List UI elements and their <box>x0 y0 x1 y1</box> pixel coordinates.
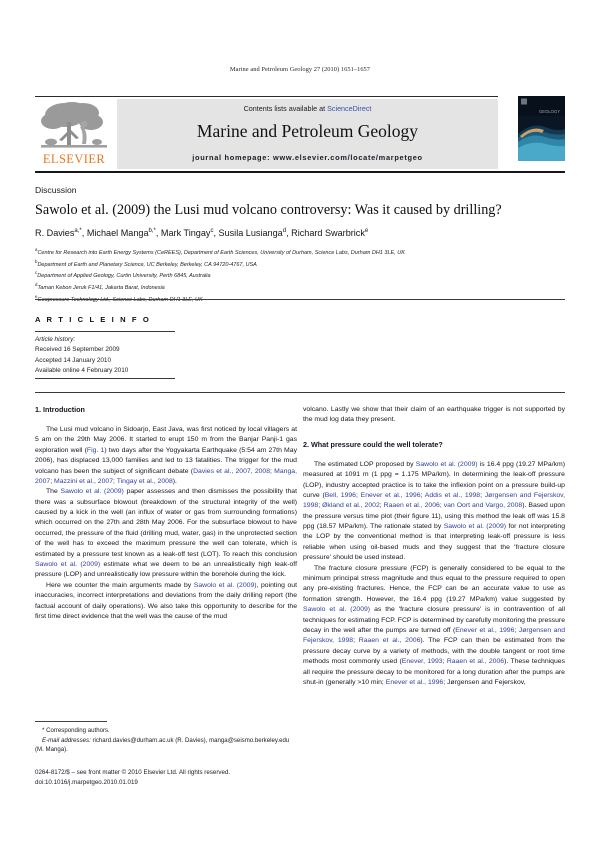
paragraph: The Sawolo et al. (2009) paper assesses and then dismisses the possibility that there was a subsurface blowout (breakdown of the structural integrity of the well) caused by a kick in the well (an influx of water or gas from surrounding formations) which occurred on the 27th and 28th May 2006. For the subsurface blowout to have occurred, the pressure of the fluid (drilling mud, water, gas) in the unprotected section of the well has to exceed the maximum pressure the well can tolerate, which is estimated by a pressure test known as a leak-off test (LOT). To reach this conclusion Sawolo et al. (2009) estimate what we deem to be an unrealistically high leak-off pressure (LOP) and unrealistically low pressure within the borehole during the kick. <box>35 488 297 579</box>
inline-citation[interactable]: Enever et al., 1996 <box>455 626 515 634</box>
inline-citation[interactable]: Mazzini et al., 2007 <box>54 477 114 485</box>
inline-citation[interactable]: Davies et al., 2007, 2008 <box>193 467 271 475</box>
journal-title: Marine and Petroleum Geology <box>196 121 419 141</box>
body-column-left <box>35 405 297 622</box>
sciencedirect-link[interactable]: ScienceDirect <box>327 104 372 113</box>
affiliation-mark: a <box>35 247 38 252</box>
affiliation-text: Department of Applied Geology, Curtin University, Perth 6845, Australia <box>37 273 211 280</box>
inline-citation[interactable]: Manga, 2007 <box>35 467 297 485</box>
doi-line[interactable]: doi:10.1016/j.marpetgeo.2010.01.019 <box>35 779 138 787</box>
section-heading-introduction: 1. Introduction <box>35 405 85 414</box>
email-values[interactable]: richard.davies@durham.ac.uk (R. Davies), manga@seismo.berkeley.edu (M. Manga). <box>35 736 290 754</box>
journal-cover-image <box>518 96 565 161</box>
elsevier-logo <box>35 99 113 169</box>
inline-citation[interactable]: Enever, 1993 <box>401 658 443 666</box>
article-type: Discussion <box>35 185 77 195</box>
elsevier-wordmark: ELSEVIER <box>42 152 106 166</box>
journal-homepage-line[interactable]: journal homepage: www.elsevier.com/locate/marpetgeo <box>192 153 423 162</box>
corresponding-author-note: * Corresponding authors. <box>42 727 110 734</box>
author-affiliation-mark: c <box>210 228 214 234</box>
journal-banner <box>35 96 565 172</box>
journal-banner-panel <box>117 99 498 169</box>
inline-citation[interactable]: Addis et al., 1998 <box>424 491 481 499</box>
author-name: Michael Manga <box>86 228 149 239</box>
affiliation-item <box>35 246 565 258</box>
copyright-block <box>35 768 335 788</box>
inline-citation[interactable]: Raaen et al., 2006 <box>446 658 505 666</box>
author-name: Richard Swarbrick <box>291 228 365 239</box>
inline-citation[interactable]: Enever et al., 1996 <box>385 678 444 686</box>
issn-copyright-line: 0264-8172/$ – see front matter © 2010 Elsevier Ltd. All rights reserved. <box>35 769 231 776</box>
sciencedirect-line <box>117 104 498 113</box>
article-title: Sawolo et al. (2009) the Lusi mud volcano controversy: Was it caused by drilling? <box>35 202 502 218</box>
author-affiliation-mark: e <box>364 228 369 234</box>
affiliation-rule <box>35 299 565 300</box>
banner-bottom-rule <box>35 171 565 173</box>
inline-citation[interactable]: Økland et al., 2002 <box>322 502 380 510</box>
email-addresses-note <box>35 736 297 755</box>
affiliation-text: Centre for Research into Earth Energy Systems (CeREES), Department of Earth Sciences, University of Durham, Science Labs, Durham DH1 3LE, UK <box>37 249 405 256</box>
article-info-rule-top <box>35 331 175 332</box>
inline-citation[interactable]: van Oort and Vargo, 2008 <box>443 502 523 510</box>
inline-citation[interactable] <box>194 582 257 589</box>
article-received: Received 16 September 2009 <box>35 346 120 354</box>
paragraph: The fracture closure pressure (FCP) is generally considered to be equal to the minimum principal stress magnitude and thus equal to the pressure required to open any pre-existing fractures. Hence, the FCP can be an accurate value to use as formation strength. However, the 16.4 ppg (19.27 MPa/km) value suggested by Sawolo et al. (2009) as the 'fracture closure pressure' is in contravention of all techniques for estimating FCP. FCP is determined by carefully monitoring the pressure decay in the well after the pumps are turned off (Enever et al., 1996; Jørgensen and Fejerskov, 1998; Raaen et al., 2006). The FCP can then be estimated from the pressure decay curve by a variety of methods, with the double tangent or root time methods most commonly used (Enever, 1993; Raaen et al., 2006). These techniques all require the pressure decay to be monitored for a long duration after the pumps are shut-in (generally >10 min; Enever et al., 1996; Jørgensen and Fejerskov, <box>303 564 566 686</box>
inline-citation[interactable] <box>303 606 370 613</box>
affiliation-mark: b <box>35 258 38 264</box>
inline-citation[interactable]: Sawolo et al. (2009) <box>443 523 507 531</box>
banner-top-rule <box>35 96 498 97</box>
header-separator-rule <box>35 392 565 393</box>
inline-citation[interactable]: Sawolo et al. (2009) <box>193 581 257 589</box>
running-head: Marine and Petroleum Geology 27 (2010) 1651–1657 <box>229 66 371 73</box>
journal-cover-thumbnail <box>518 96 565 161</box>
contents-prefix-text: Contents lists available at <box>243 104 328 113</box>
affiliation-mark: e <box>35 293 38 299</box>
paragraph: Here we counter the main arguments made by Sawolo et al. (2009), pointing out inaccuracies, incorrect interpretations and deviations from the daily drilling report (the factual account of daily operations). We also take this opportunity to describe for the first time direct evidence that the well was the cause of the mud <box>35 581 297 620</box>
inline-citation[interactable] <box>35 561 100 568</box>
inline-citation[interactable]: Enever et al., 1996 <box>360 491 421 499</box>
paragraph: The Lusi mud volcano in Sidoarjo, East Java, was first noticed by local villagers at 5 am on the 29th May 2006. It started to erupt 150 m from the Banjar Panji-1 gas exploration well (Fig. 1) two days after the Yogyakarta Earthquake (5:54 am 27th May 2006), has displaced 13,000 families and led to 13 fatalities. The trigger for the mud volcano has been the subject of significant debate (Davies et al., 2007, 2008; Manga, 2007; Mazzini et al., 2007; Tingay et al., 2008). <box>35 425 297 485</box>
inline-citation[interactable] <box>444 523 506 530</box>
article-info-heading: A R T I C L E I N F O <box>35 315 151 324</box>
article-history-label: Article history: <box>35 336 76 343</box>
affiliation-item <box>35 281 565 293</box>
author-affiliation-mark: d <box>282 228 287 234</box>
footnote-rule <box>35 721 107 722</box>
inline-citation[interactable]: Sawolo et al. (2009) <box>35 561 101 569</box>
author-name: R. Davies <box>35 228 75 239</box>
paragraph: volcano. Lastly we show that their claim of an earthquake trigger is not supported by the mud log data they present. <box>303 406 565 424</box>
article-info-rule-bottom <box>35 378 175 379</box>
affiliation-mark: d <box>35 282 38 288</box>
inline-citation[interactable]: Raaen et al., 2006 <box>383 502 440 510</box>
inline-citation[interactable]: Raaen et al., 2006 <box>358 637 421 645</box>
author-affiliation-mark: b,* <box>148 228 156 234</box>
article-available-online: Available online 4 February 2010 <box>35 366 129 374</box>
author-list: R. Davies$^{a,*}$, Michael Manga$^{b,*}$, Mark Tingay$^c$, Susila Lusianga$^d$, Richard Swarbrick$^e$ <box>35 228 369 239</box>
svg-text:GEOLOGY: GEOLOGY <box>539 109 560 114</box>
body-column-right <box>303 405 565 688</box>
inline-citation[interactable] <box>416 461 478 468</box>
author-name: Susila Lusianga <box>218 228 283 239</box>
author-name: Mark Tingay <box>160 228 211 239</box>
inline-citation[interactable]: Tingay et al., 2008 <box>116 477 173 485</box>
inline-citation[interactable]: Jørgensen and Fejerskov, 1998 <box>303 491 565 510</box>
affiliation-item <box>35 269 565 281</box>
inline-citation[interactable]: Sawolo et al. (2009) <box>303 606 371 614</box>
paragraph: The estimated LOP proposed by Sawolo et al. (2009) is 16.4 ppg (19.27 MPa/km) measured at 1091 m (1 ppg = 1.175 MPa/km). In determining the leak-off pressure (LOP), industry accepted practice is to take the inflexion point on a pressure build-up curve (Bell, 1996; Enever et al., 1996; Addis et al., 1998; Jørgensen and Fejerskov, 1998; Økland et al., 2002; Raaen et al., 2006; van Oort and Vargo, 2008). Based upon the pressure versus time plot (their figure 11), using this method the leak off was 15.8 ppg (18.57 MPa/km). The rationale stated by Sawolo et al. (2009) for not interpreting the LOP by the conventional method is that interpreting leak-off pressure is less reliable when using oil-based muds and they suggest that the 'fracture closure pressure' should be used instead. <box>303 460 566 562</box>
article-history <box>35 335 195 376</box>
email-label: E-mail addresses: <box>42 736 91 744</box>
section-heading-well-tolerance: 2. What pressure could the well tolerate? <box>303 439 443 449</box>
affiliation-item <box>35 258 565 270</box>
affiliation-mark: c <box>35 270 38 276</box>
affiliation-list <box>35 246 565 305</box>
inline-citation[interactable]: Fig. 1 <box>86 446 105 454</box>
affiliation-text: Department of Earth and Planetary Science, UC Berkeley, Berkeley, CA 94720-4767, USA <box>37 261 257 268</box>
inline-citation[interactable] <box>61 488 124 495</box>
inline-citation[interactable]: Bell, 1996 <box>324 491 356 499</box>
elsevier-tree-icon <box>39 100 109 154</box>
affiliation-text: Taman Kebon Jeruk F1/41, Jakarta Barat, Indonesia <box>37 285 165 292</box>
inline-citation[interactable]: Sawolo et al. (2009) <box>415 460 478 468</box>
article-accepted: Accepted 14 January 2010 <box>35 356 112 364</box>
author-affiliation-mark: a,* <box>74 228 82 234</box>
inline-citation[interactable]: Sawolo et al. (2009) <box>60 488 124 496</box>
inline-citation[interactable]: Jørgensen and Fejerskov, 1998 <box>303 626 566 645</box>
footnote-block <box>35 726 297 755</box>
